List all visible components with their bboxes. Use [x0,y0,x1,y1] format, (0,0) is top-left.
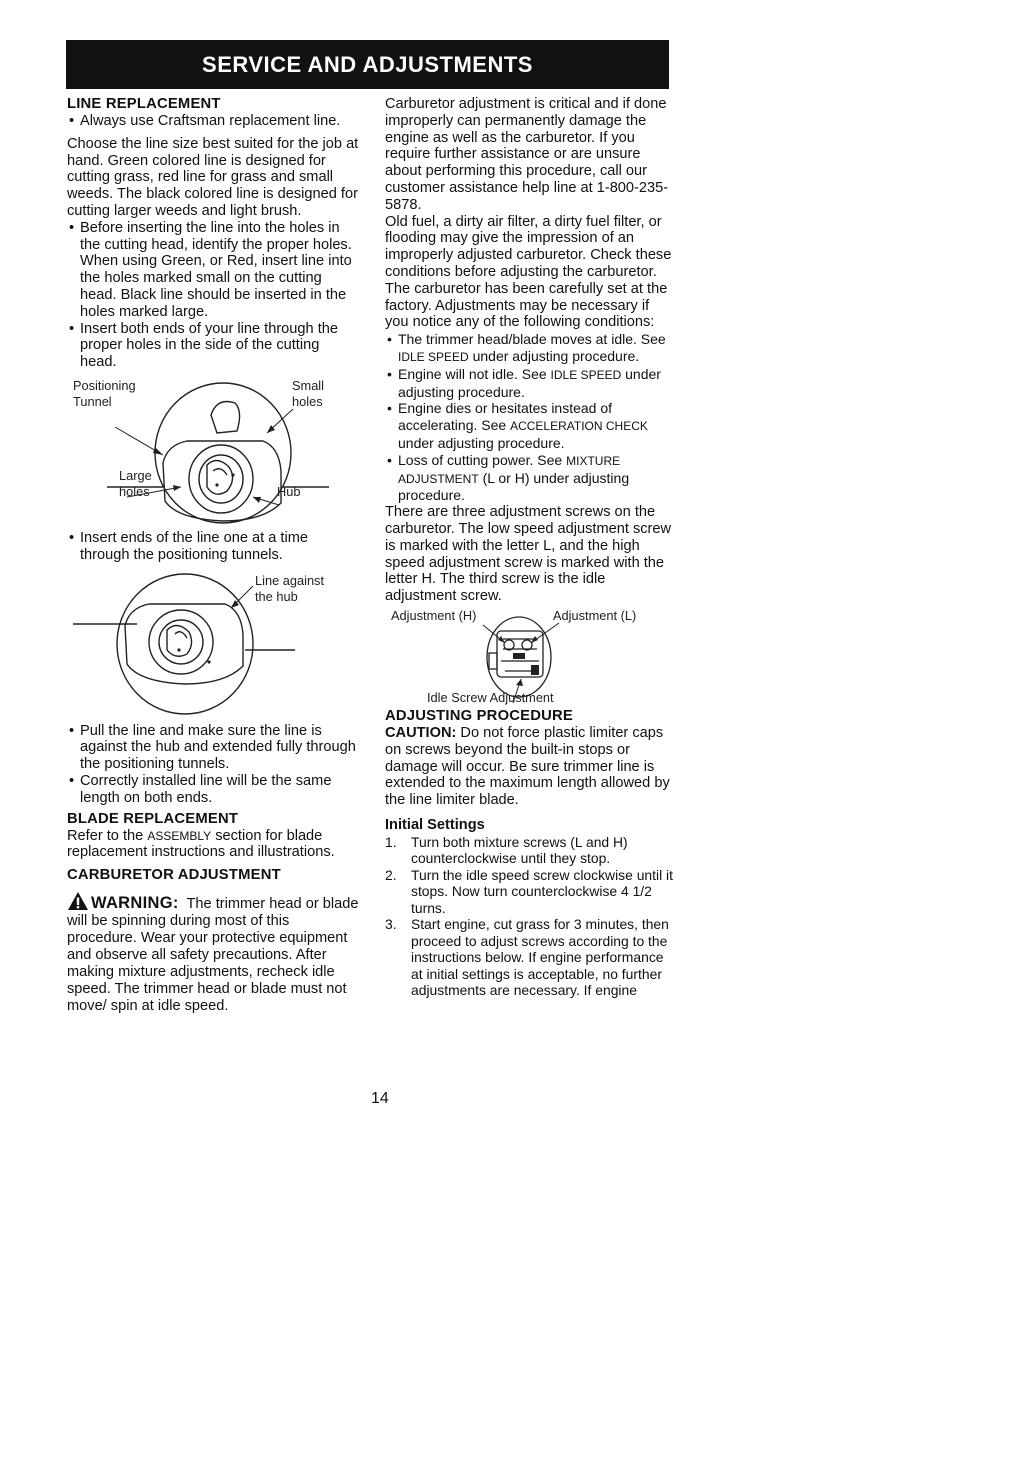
step-1-number: 1. [385,833,397,850]
step-1 [385,834,673,867]
blade-pre: Refer to the [67,827,144,844]
cond2-pre: Engine will not idle. See [398,365,547,382]
cond2-post: under adjusting procedure. [398,365,661,400]
label-line-against: Line against [255,572,325,588]
cond3-post: under adjusting procedure. [398,434,565,451]
adjusting-procedure-heading: ADJUSTING PROCEDURE [385,707,573,724]
label-positioning: Positioning [73,377,136,393]
label-hub: Hub [277,483,301,499]
cond1-post: under adjusting procedure. [472,347,640,364]
step-3 [385,916,673,999]
step-2-text: Turn the idle speed screw clockwise until it stops. Now turn counterclockwise 4 1/2 turns. [411,866,673,916]
blade-replacement-heading: BLADE REPLACEMENT [67,810,239,827]
cond3-pre: Engine dies or hesitates instead of accelerating. See [398,400,613,434]
idle-speed-reference: IDLE SPEED [398,349,469,364]
step-3-text: Start engine, cut grass for 3 minutes, then proceed to adjust screws according to the instructions below. If engine performance at initial settings is acceptable, no further adjustments are necessary. If engine [411,916,669,999]
label-adjustment-l: Adjustment (L) [553,607,637,623]
bullet-insert-ends: • Insert ends of the line one at a time through the positioning tunnels. [67,530,359,564]
initial-settings-heading: Initial Settings [385,816,485,833]
blade-post: section for blade replacement instructions and illustrations. [67,827,335,861]
step-2-number: 2. [385,866,397,883]
step-1-text: Turn both mixture screws (L and H) counterclockwise until they stop. [411,833,628,867]
choose-line-paragraph: Choose the line size best suited for the job at hand. Green colored line is designed for cutting grass, red line for grass and small weeds. The black colored line is designed for cutting larger weeds and light brush. [67,135,359,219]
warning-paragraph [67,891,359,1015]
condition-engine-dies [385,400,673,451]
cutting-head-figure [67,375,359,527]
cond4-post: (L or H) under adjusting procedure. [398,469,630,504]
label-adjustment-h: Adjustment (H) [391,607,477,623]
line-replacement-heading: LINE REPLACEMENT [67,96,221,112]
bullet-before-inserting: • Before inserting the line into the holes in the cutting head, identify the proper holes. When using Green, or Red, insert line into the holes marked small on the cutting head. Black line should be inserted in the holes marked large. [67,220,359,321]
label-small: Small [292,377,324,393]
left-column [67,96,359,1015]
caution-text: Do not force plastic limiter caps on screws beyond the built-in stops or damage will occur. Be sure trimmer line is extended to the maximum length allowed by the line limiter blade. [385,724,670,809]
caution-paragraph [385,725,673,809]
condition-loss-of-power [385,452,673,504]
label-large: Large [119,467,152,483]
label-the-hub: the hub [255,588,298,604]
label-tunnel: Tunnel [73,393,112,409]
condition-will-not-idle [385,366,673,401]
blade-replacement-paragraph [67,828,359,862]
idle-speed-reference-2: IDLE SPEED [550,367,622,382]
bullet-insert-both: • Insert both ends of your line through the proper holes in the side of the cutting head. [67,321,359,371]
step-2 [385,867,673,917]
bullet-correctly-installed: • Correctly installed line will be the same length on both ends. [67,773,359,807]
adjustment-screws-paragraph: There are three adjustment screws on the carburetor. The low speed adjustment screw is marked with the letter L, and the high speed adjustment screw is marked with the letter H. The third screw is the idle adjustment screw. [385,504,672,605]
warning-triangle-icon [67,891,89,911]
condition-moves-at-idle [385,331,673,366]
right-column [385,96,673,999]
label-idle-screw: Idle Screw Adjustment [427,689,554,705]
carb-critical-paragraph: Carburetor adjustment is critical and if done improperly can permanently damage the engine as well as the carburetor. If you require further assistance or are unsure about performing this procedure, call our customer assistance help line at 1-800-235-5878. [385,96,669,213]
carburetor-adjustment-heading: CARBURETOR ADJUSTMENT [67,867,281,884]
caution-label: CAUTION: [385,724,457,741]
line-against-hub-illustration [67,572,359,718]
warning-label: WARNING: [91,894,179,913]
cond1-pre: The trimmer head/blade moves at idle. See [398,331,666,348]
line-against-hub-figure [67,572,359,718]
step-3-number: 3. [385,916,397,933]
mixture-adjustment-reference: MIXTURE ADJUSTMENT [398,453,621,486]
bullet-pull-line: • Pull the line and make sure the line is against the hub and extended fully through the positioning tunnels. [67,723,359,773]
carb-old-fuel-paragraph: Old fuel, a dirty air filter, a dirty fuel filter, or flooding may give the impression of an improperly adjusted carburetor. Check these conditions before adjusting the carburetor. [385,213,672,280]
page-number: 14 [371,1090,389,1107]
carburetor-figure [385,609,673,707]
page-banner: SERVICE AND ADJUSTMENTS [66,40,669,89]
warning-text: The trimmer head or blade will be spinning during most of this procedure. Wear your protective equipment and observe all safety precautions. After making mixture adjustments, recheck idle speed. The trimmer head or blade must not move/ spin at idle speed. [67,896,359,1015]
carb-factory-paragraph: The carburetor has been carefully set at the factory. Adjustments may be necessary if you notice any of the following conditions: [385,280,668,331]
acceleration-check-reference: ACCELERATION CHECK [510,419,648,434]
cond4-pre: Loss of cutting power. See [398,451,563,468]
label-small-holes: holes [292,393,323,409]
assembly-reference: ASSEMBLY [147,828,212,843]
bullet-always-use: • Always use Craftsman replacement line. [67,113,359,130]
label-large-holes: holes [119,483,150,499]
